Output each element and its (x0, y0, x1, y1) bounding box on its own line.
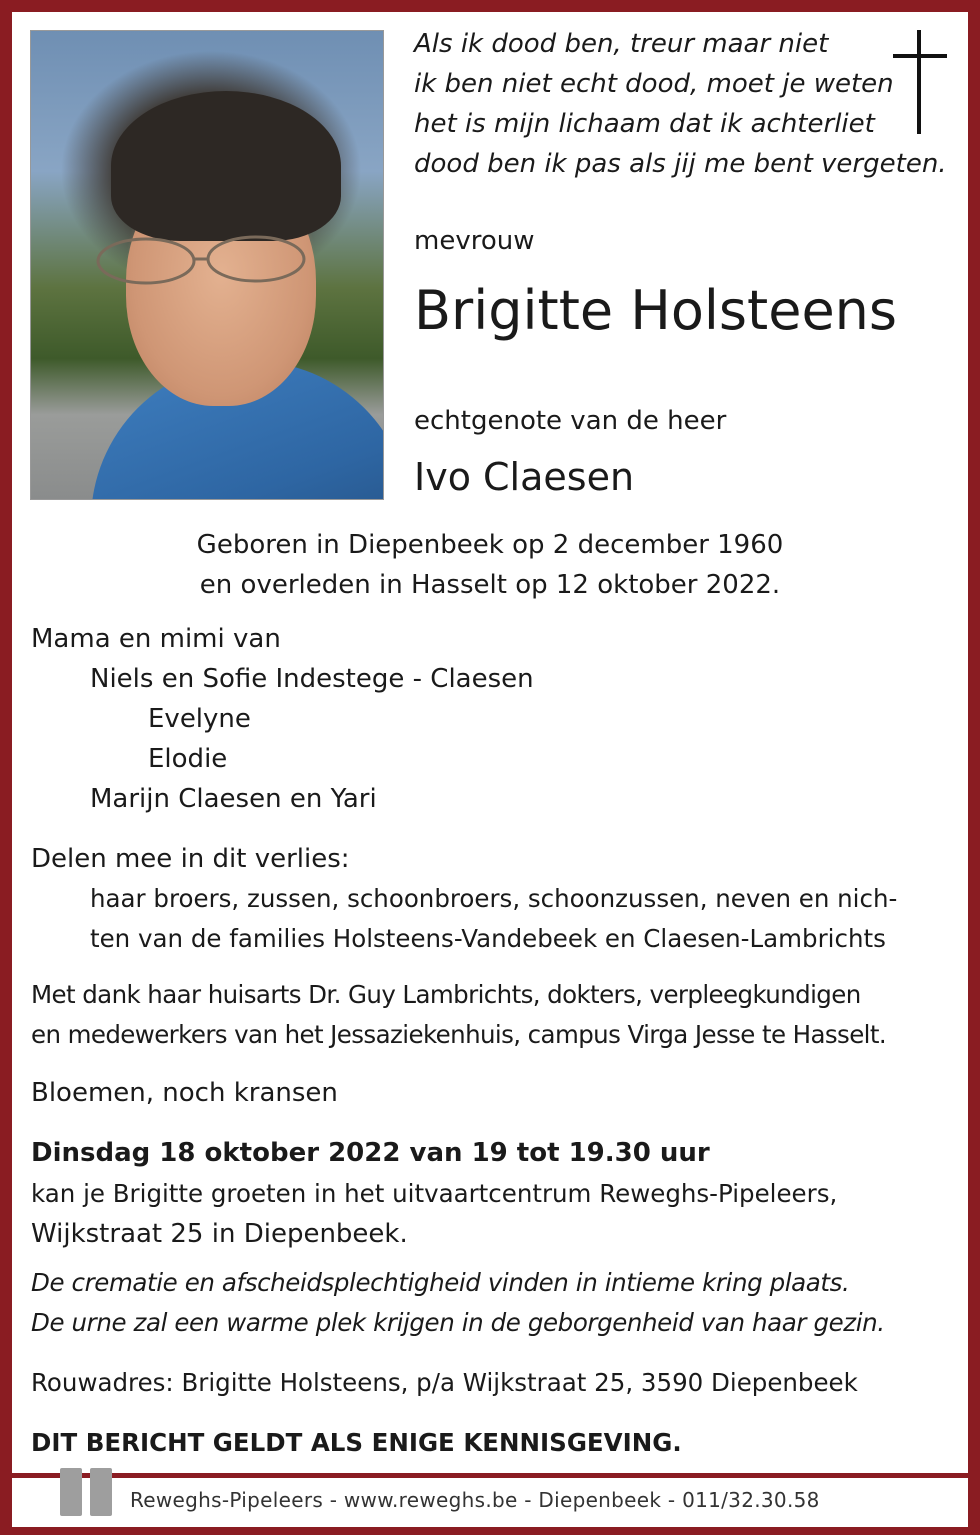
poem (414, 24, 947, 184)
logo-bar-right (90, 1468, 112, 1516)
visitation-line: Wijkstraat 25 in Diepenbeek. (31, 1219, 408, 1249)
thanks-line: Met dank haar huisarts Dr. Guy Lambrichts, dokters, verpleegkundigen (31, 980, 861, 1009)
visitation-line: kan je Brigitte groeten in het uitvaartcentrum Reweghs-Pipeleers, (31, 1179, 838, 1208)
shared-line: ten van de families Holsteens-Vandebeek en Claesen-Lambrichts (90, 924, 886, 953)
ceremony-line: De crematie en afscheidsplechtigheid vinden in intieme kring plaats. (31, 1268, 850, 1297)
deceased-name: Brigitte Holsteens (414, 279, 898, 342)
shared-line: haar broers, zussen, schoonbroers, schoonzussen, neven en nich- (90, 884, 898, 913)
bottom-border (0, 1527, 980, 1535)
poem-line: het is mijn lichaam dat ik achterliet (414, 109, 875, 139)
spouse-intro: echtgenote van de heer (414, 406, 727, 436)
mourning-address: Rouwadres: Brigitte Holsteens, p/a Wijkstraat 25, 3590 Diepenbeek (31, 1368, 858, 1397)
family-line: Marijn Claesen en Yari (90, 784, 377, 814)
notice: DIT BERICHT GELDT ALS ENIGE KENNISGEVING. (31, 1428, 682, 1457)
family-line: Evelyne (148, 704, 251, 734)
portrait-photo (30, 30, 384, 500)
family-line: Elodie (148, 744, 228, 774)
family-intro: Mama en mimi van (31, 624, 281, 654)
shared-intro: Delen mee in dit verlies: (31, 844, 350, 874)
photo-hair (111, 91, 341, 241)
photo-glasses (66, 231, 316, 291)
ceremony-line: De urne zal een warme plek krijgen in de geborgenheid van haar gezin. (31, 1308, 885, 1337)
poem-line: Als ik dood ben, treur maar niet (414, 29, 829, 59)
flowers-note: Bloemen, noch kransen (31, 1078, 338, 1108)
visitation-time: Dinsdag 18 oktober 2022 van 19 tot 19.30 uur (31, 1138, 710, 1168)
thanks-line: en medewerkers van het Jessaziekenhuis, campus Virga Jesse te Hasselt. (31, 1020, 887, 1049)
logo-bar-left (60, 1468, 82, 1516)
birth-line: Geboren in Diepenbeek op 2 december 1960 (196, 530, 784, 560)
family-line: Niels en Sofie Indestege - Claesen (90, 664, 534, 694)
poem-line: dood ben ik pas als jij me bent vergeten. (414, 149, 947, 179)
poem-line: ik ben niet echt dood, moet je weten (414, 69, 894, 99)
footer-contact: Reweghs-Pipeleers - www.reweghs.be - Diepenbeek - 011/32.30.58 (130, 1488, 820, 1512)
death-line: en overleden in Hasselt op 12 oktober 2022. (199, 570, 781, 600)
footer-divider (0, 1473, 980, 1478)
honorific: mevrouw (414, 226, 535, 256)
spouse-name: Ivo Claesen (414, 455, 635, 499)
